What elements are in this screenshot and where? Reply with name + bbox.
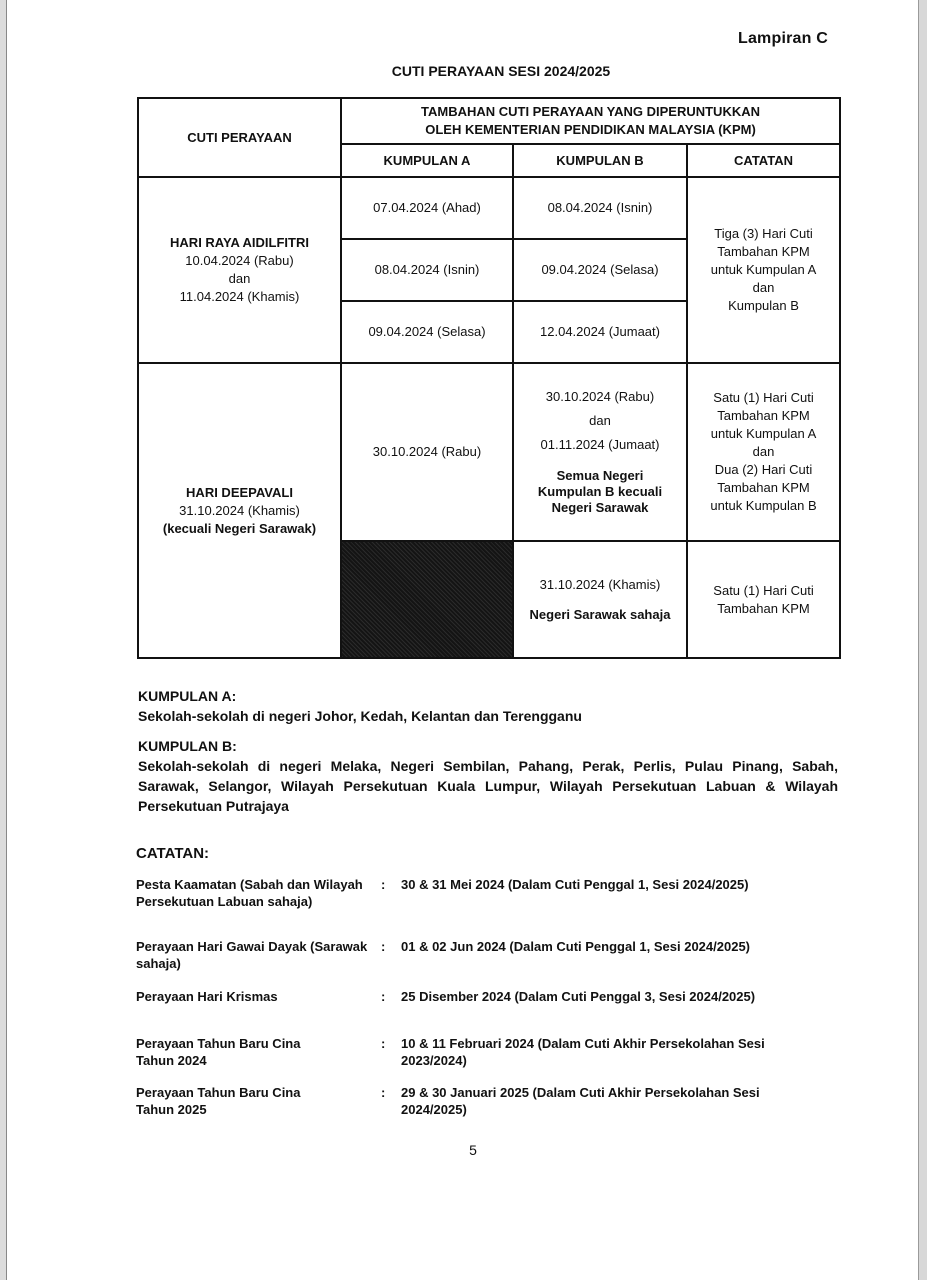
annex-label: Lampiran C	[737, 30, 828, 47]
deepavali-b2-scope: Negeri Sarawak sahaja	[529, 606, 671, 622]
note-item-value: 29 & 30 Januari 2025 (Dalam Cuti Akhir Persekolahan Sesi 2024/2025)	[401, 1085, 760, 1117]
header-kumpulan-a: KUMPULAN A	[341, 144, 513, 177]
aidilfitri-date1: 10.04.2024 (Rabu)	[185, 253, 294, 268]
aidilfitri-b-2: 09.04.2024 (Selasa)	[513, 239, 687, 301]
deepavali-date: 31.10.2024 (Khamis)	[179, 502, 300, 518]
note-line: untuk Kumpulan A	[710, 262, 817, 277]
deepavali-cell	[138, 363, 341, 658]
note-item-value: 01 & 02 Jun 2024 (Dalam Cuti Penggal 1, Sesi 2024/2025)	[401, 939, 751, 954]
note-item: Pesta Kaamatan (Sabah dan Wilayah Persekutuan Labuan sahaja) : 30 & 31 Mei 2024 (Dalam Cuti Penggal 1, Sesi 2024/2025)	[136, 876, 836, 938]
note-item-label: Perayaan Hari Krismas	[136, 989, 278, 1004]
note-line: untuk Kumpulan B	[710, 498, 817, 513]
note-item-label: Pesta Kaamatan (Sabah dan Wilayah Persekutuan Labuan sahaja)	[136, 877, 363, 909]
note-item-label: Perayaan Tahun Baru Cina Tahun 2025	[136, 1085, 301, 1117]
deepavali-b2-date: 31.10.2024 (Khamis)	[539, 576, 661, 592]
note-line: Tambahan KPM	[717, 408, 810, 423]
note-line: Tambahan KPM	[717, 480, 810, 495]
groups-section	[138, 686, 838, 826]
note-item: Perayaan Hari Gawai Dayak (Sarawak sahaja) : 01 & 02 Jun 2024 (Dalam Cuti Penggal 1, Sesi 2024/2025)	[136, 938, 836, 988]
deepavali-name: HARI DEEPAVALI	[186, 484, 293, 500]
note-item: Perayaan Tahun Baru Cina Tahun 2024 : 10 & 11 Februari 2024 (Dalam Cuti Akhir Persekolahan Sesi 2023/2024)	[136, 1035, 836, 1084]
note-line: untuk Kumpulan A	[710, 426, 817, 441]
deepavali-exception: (kecuali Negeri Sarawak)	[162, 520, 317, 536]
note-line: dan	[752, 444, 775, 459]
aidilfitri-a-1: 07.04.2024 (Ahad)	[341, 177, 513, 239]
deepavali-note-2	[687, 541, 840, 658]
table-row	[138, 177, 840, 239]
header-group-line1: TAMBAHAN CUTI PERAYAAN YANG DIPERUNTUKKAN	[421, 104, 760, 119]
note-line: Tambahan KPM	[717, 244, 810, 259]
deepavali-b-date1: 30.10.2024 (Rabu)	[545, 389, 655, 404]
note-line: Kumpulan B	[728, 298, 799, 313]
note-item: Perayaan Hari Krismas : 25 Disember 2024 (Dalam Cuti Penggal 3, Sesi 2024/2025)	[136, 988, 836, 1035]
notes-label: CATATAN:	[136, 845, 210, 862]
note-line: Tambahan KPM	[717, 600, 810, 616]
aidilfitri-date2: 11.04.2024 (Khamis)	[179, 289, 300, 304]
header-catatan: CATATAN	[687, 144, 840, 177]
note-item-label: Perayaan Hari Gawai Dayak (Sarawak sahaja)	[136, 939, 368, 971]
note-item-value: 25 Disember 2024 (Dalam Cuti Penggal 3, Sesi 2024/2025)	[401, 989, 756, 1004]
note-item-value: 10 & 11 Februari 2024 (Dalam Cuti Akhir Persekolahan Sesi 2023/2024)	[401, 1036, 765, 1068]
aidilfitri-cell	[138, 177, 341, 363]
aidilfitri-a-3: 09.04.2024 (Selasa)	[341, 301, 513, 363]
group-a-text: Sekolah-sekolah di negeri Johor, Kedah, Kelantan dan Terengganu	[138, 708, 582, 724]
table-row	[138, 363, 840, 541]
deepavali-b-scope: Negeri Sarawak	[551, 500, 649, 515]
deepavali-b-2	[513, 541, 687, 658]
note-line: Satu (1) Hari Cuti	[713, 582, 814, 598]
note-line: Satu (1) Hari Cuti	[713, 390, 814, 405]
note-line: Dua (2) Hari Cuti	[714, 462, 813, 477]
page-edge-right	[918, 0, 927, 1280]
note-line: Tiga (3) Hari Cuti	[714, 226, 813, 241]
group-a-label: KUMPULAN A:	[138, 688, 237, 704]
notes-section	[136, 845, 836, 1118]
deepavali-b-date2: 01.11.2024 (Jumaat)	[540, 437, 660, 452]
deepavali-note-1	[687, 363, 840, 541]
deepavali-a-1: 30.10.2024 (Rabu)	[341, 363, 513, 541]
page-title: CUTI PERAYAAN SESI 2024/2025	[391, 63, 611, 79]
header-kumpulan-b: KUMPULAN B	[513, 144, 687, 177]
group-b-text: Sekolah-sekolah di negeri Melaka, Negeri Sembilan, Pahang, Perak, Perlis, Pulau Pinang, Sabah, Sarawak, Selangor, Wilayah Persekutuan Kuala Lumpur, Wilayah Persekutuan Labuan & Wilayah Persekutuan Putrajaya	[138, 758, 838, 814]
deepavali-b-and: dan	[589, 413, 611, 428]
holiday-table	[137, 97, 841, 659]
aidilfitri-name: HARI RAYA AIDILFITRI	[170, 235, 309, 250]
aidilfitri-and: dan	[228, 271, 251, 286]
aidilfitri-a-2: 08.04.2024 (Isnin)	[341, 239, 513, 301]
note-item: Perayaan Tahun Baru Cina Tahun 2025 : 29 & 30 Januari 2025 (Dalam Cuti Akhir Persekolahan Sesi 2024/2025)	[136, 1084, 836, 1118]
page-edge-left	[0, 0, 7, 1280]
redacted-cell	[341, 541, 513, 658]
aidilfitri-b-1: 08.04.2024 (Isnin)	[513, 177, 687, 239]
deepavali-b-scope: Semua Negeri	[556, 468, 644, 483]
note-item-value: 30 & 31 Mei 2024 (Dalam Cuti Penggal 1, Sesi 2024/2025)	[401, 877, 749, 892]
deepavali-b-scope: Kumpulan B kecuali	[537, 484, 663, 499]
page-number: 5	[469, 1142, 477, 1158]
deepavali-b-1	[513, 363, 687, 541]
aidilfitri-note	[687, 177, 840, 363]
aidilfitri-b-3: 12.04.2024 (Jumaat)	[513, 301, 687, 363]
note-line: dan	[752, 280, 775, 295]
note-item-label: Perayaan Tahun Baru Cina Tahun 2024	[136, 1036, 301, 1068]
header-group-line2: OLEH KEMENTERIAN PENDIDIKAN MALAYSIA (KPM)	[425, 122, 756, 137]
header-cuti-perayaan: CUTI PERAYAAN	[138, 98, 341, 177]
group-b-label: KUMPULAN B:	[138, 738, 237, 754]
header-group	[341, 98, 840, 144]
